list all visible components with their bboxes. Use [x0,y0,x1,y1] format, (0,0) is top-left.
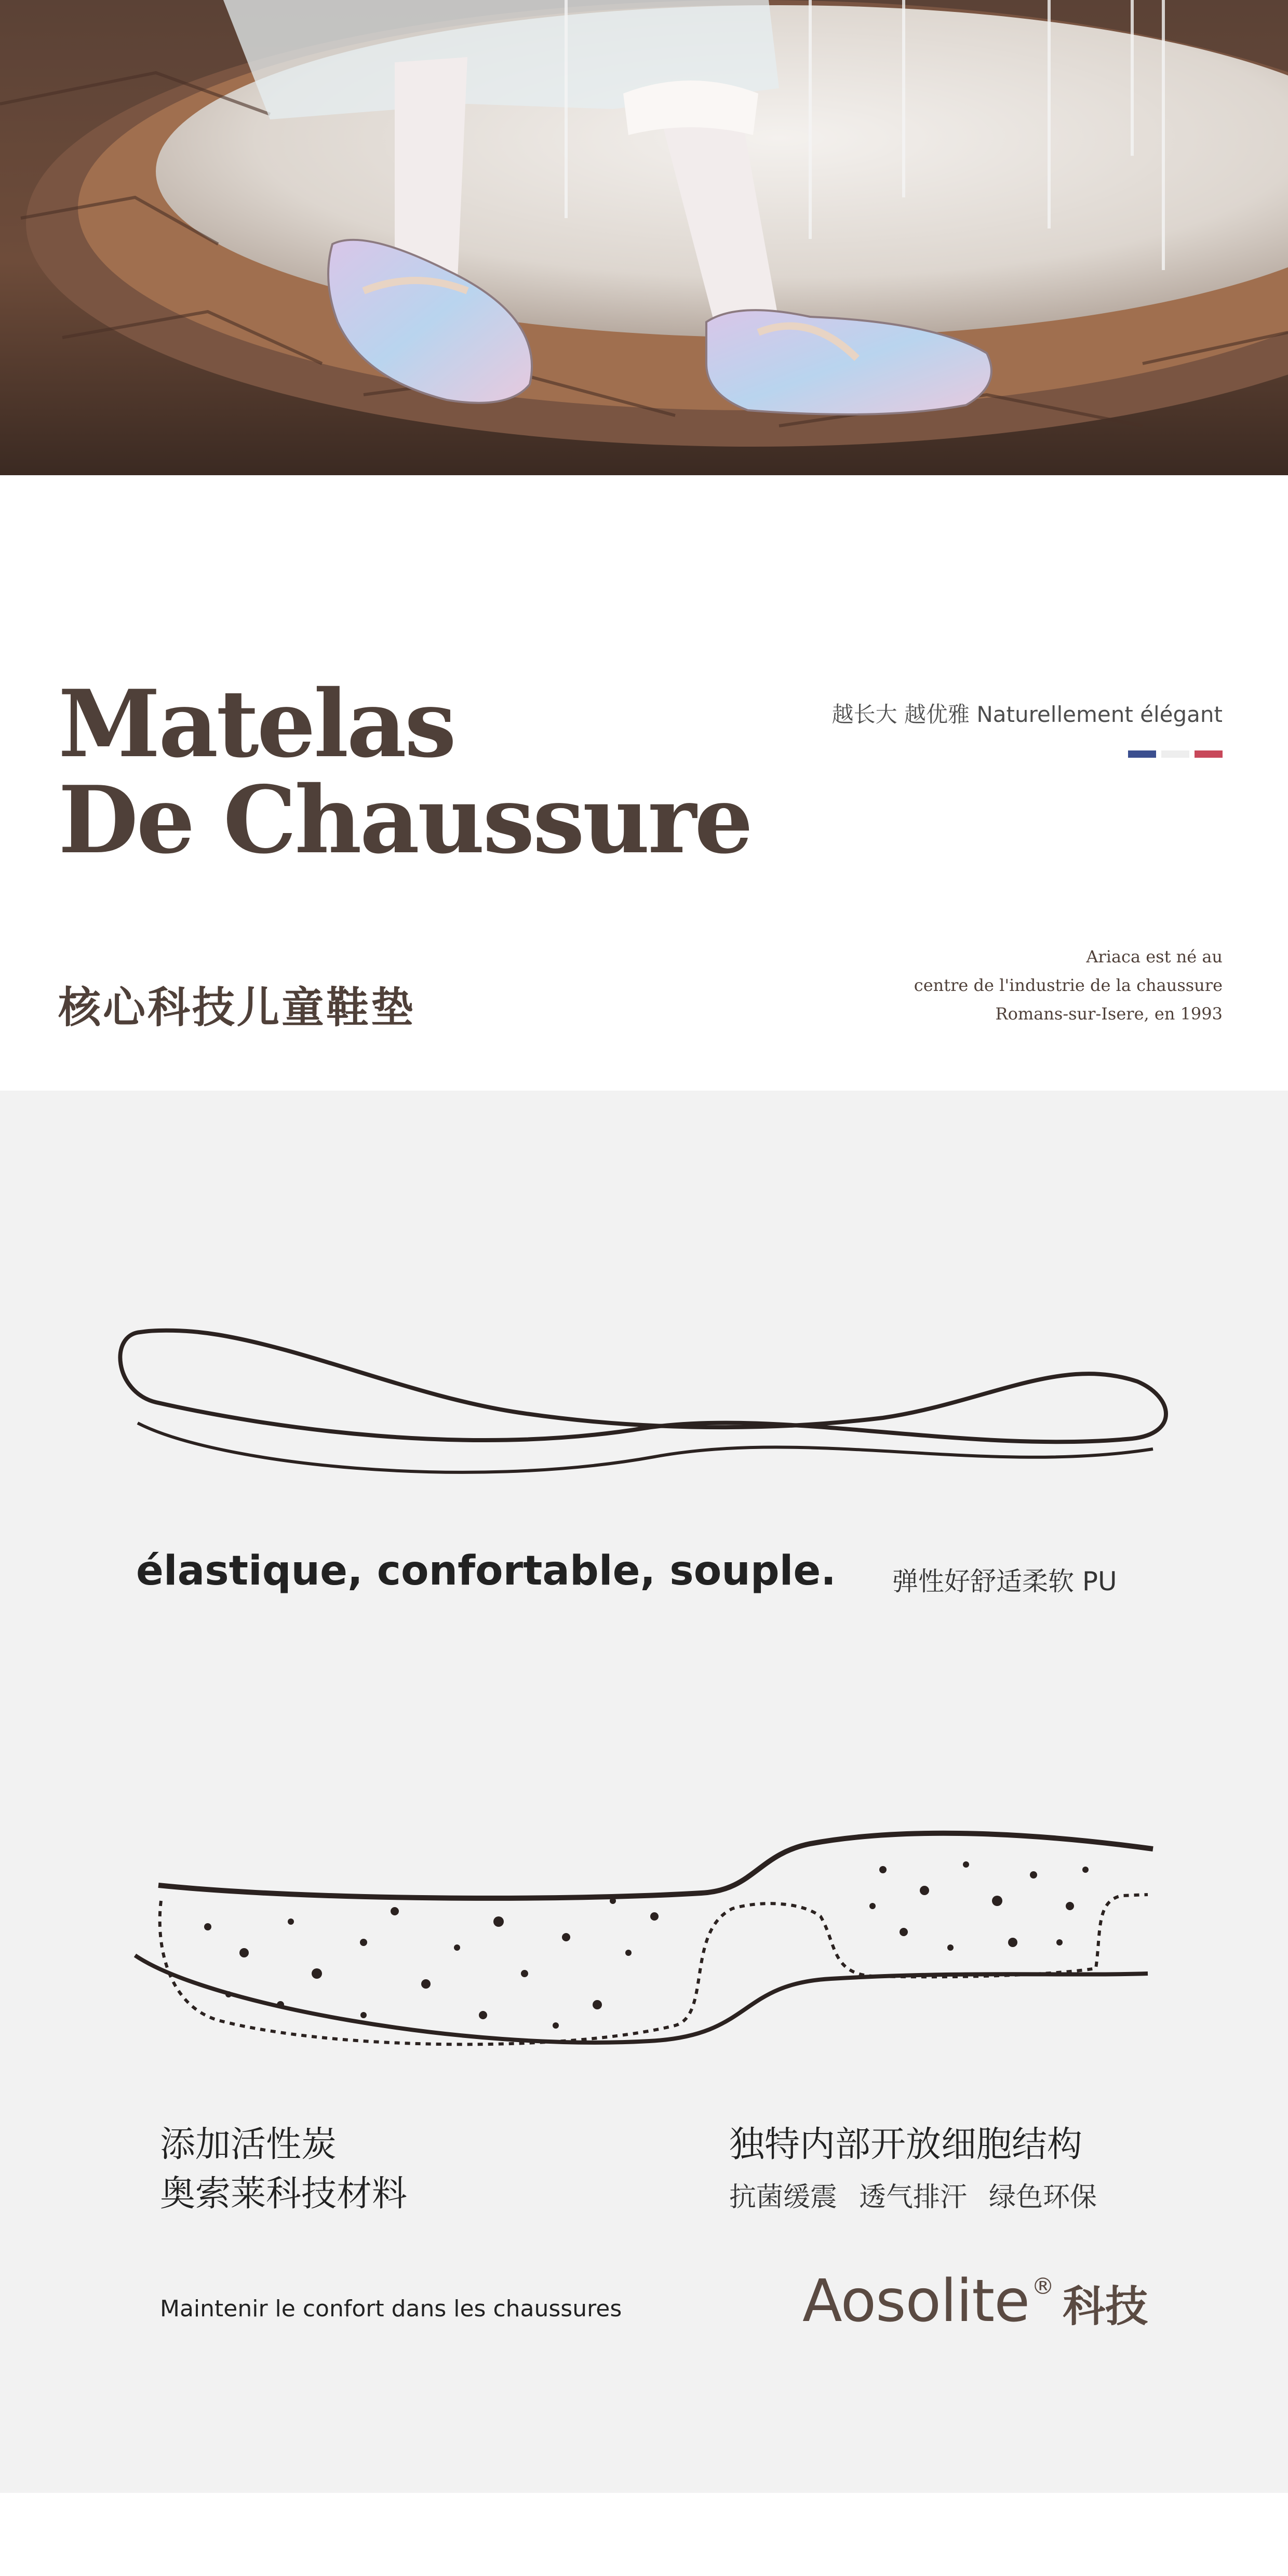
insole-diagrams [0,1091,1288,2493]
shoes-photo-icon [0,0,1288,475]
hero-photo [0,0,1288,475]
title-line-1: Matelas [58,669,455,778]
french-flag-icon [1128,750,1223,758]
brand-note-line: Ariaca est né au [1086,947,1223,967]
aosolite-brand-name: Aosolite [802,2268,1030,2335]
brand-note [914,943,1223,1028]
tagline: 越长大 越优雅 Naturellement élégant [831,702,1223,727]
brand-note-line: Romans-sur-Isere, en 1993 [995,1004,1223,1024]
feature-item: 绿色环保 [989,2182,1097,2213]
title-block [0,475,1288,1091]
bottom-margin [0,2493,1288,2576]
cell-structure-caption: 独特内部开放细胞结构 [729,2124,1083,2165]
pu-insole-icon [120,1331,1166,1472]
comfort-note: Maintenir le confort dans les chaussures [160,2296,622,2322]
flag-blue-stripe [1128,750,1156,758]
aosolite-brand-cn: 科技 [1063,2282,1148,2331]
flag-red-stripe [1195,750,1223,758]
carbon-caption-line1: 添加活性炭 [160,2124,337,2165]
aosolite-logo [802,2268,1148,2335]
subtitle-cn: 核心科技儿童鞋垫 [58,983,416,1032]
brand-note-line: centre de l'industrie de la chaussure [914,975,1223,995]
flag-white-stripe [1161,750,1189,758]
feature-item: 抗菌缓震 [729,2182,838,2213]
feature-item: 透气排汗 [859,2182,968,2213]
pu-caption-en: élastique, confortable, souple. [136,1548,836,1594]
feature-list [729,2175,1097,2214]
aosolite-insole-icon [135,1833,1153,2045]
title-line-2: De Chaussure [58,766,752,874]
carbon-caption-line2: 奥索莱科技材料 [160,2174,408,2215]
registered-mark: ® [1031,2273,1055,2300]
pu-caption-cn: 弹性好舒适柔软 PU [892,1566,1117,1596]
